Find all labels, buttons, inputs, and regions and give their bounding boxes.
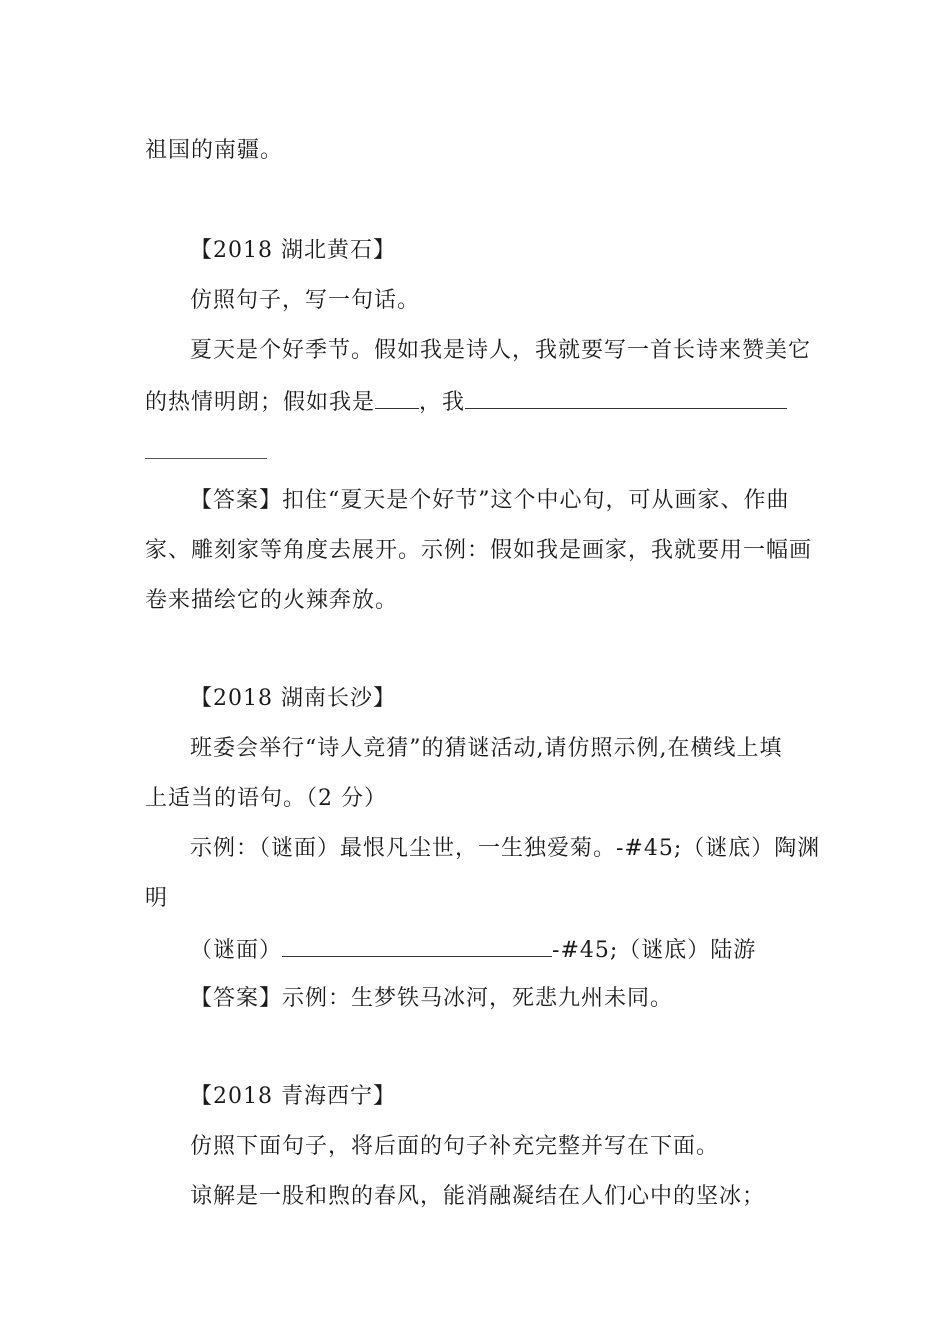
section-heading-xining: 【2018 青海西宁】: [190, 1084, 396, 1109]
section-heading-changsha: 【2018 湖南长沙】: [190, 686, 396, 711]
paragraph-tail: 祖国的南疆。: [145, 138, 284, 163]
riddle-answer-label: -#45;（谜底）陆游: [552, 938, 757, 963]
riddle-label: （谜面）: [190, 938, 283, 963]
answer-line: 【答案】示例：生梦铁马冰河，死悲九州未同。: [190, 986, 674, 1011]
prompt-sentence-line1: 夏天是个好季节。假如我是诗人，我就要写一首长诗来赞美它: [190, 338, 812, 363]
riddle-question-line: [190, 934, 756, 966]
fill-blank-continuation[interactable]: [145, 458, 267, 459]
prompt-sentence-part-a: 的热情明朗；假如我是: [145, 390, 376, 415]
prompt-sentence-line2: [145, 386, 787, 418]
prompt-sentence-part-b: ，我: [419, 390, 466, 415]
section-heading-huangshi: 【2018 湖北黄石】: [190, 238, 396, 263]
fill-blank-short[interactable]: [375, 386, 419, 409]
answer-line1: 【答案】扣住“夏天是个好节”这个中心句，可从画家、作曲: [190, 488, 790, 513]
answer-line3: 卷来描绘它的火辣奔放。: [145, 588, 399, 613]
instruction-text: 仿照句子，写一句话。: [190, 288, 421, 313]
riddle-fill-blank[interactable]: [282, 934, 552, 957]
question-line2: 上适当的语句。（2 分）: [145, 786, 387, 811]
prompt-sentence: 谅解是一股和煦的春风，能消融凝结在人们心中的坚冰；: [190, 1184, 766, 1209]
instruction-text-2: 仿照下面句子，将后面的句子补充完整并写在下面。: [190, 1134, 720, 1159]
example-line2: 明: [145, 886, 169, 911]
question-line1: 班委会举行“诗人竞猜”的猜谜活动,请仿照示例,在横线上填: [190, 736, 783, 761]
example-line1: 示例：（谜面）最恨凡尘世，一生独爱菊。-#45;（谜底）陶渊: [190, 836, 821, 861]
fill-blank-long[interactable]: [465, 386, 787, 409]
answer-line2: 家、雕刻家等角度去展开。示例：假如我是画家，我就要用一幅画: [145, 538, 813, 563]
